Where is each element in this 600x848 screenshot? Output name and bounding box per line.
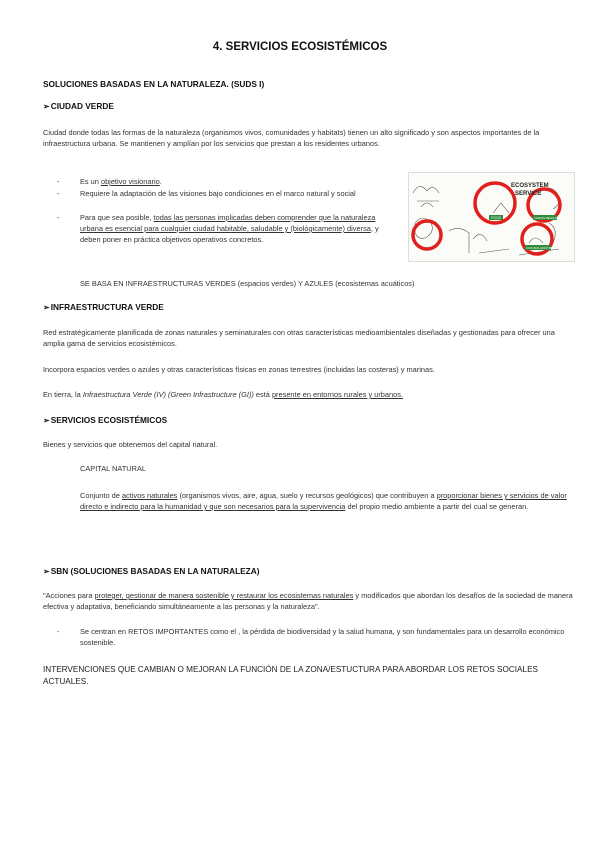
arrow-bullet-icon: ➢ bbox=[43, 102, 50, 111]
heading-text: CIUDAD VERDE bbox=[50, 101, 114, 111]
climate-tag-text: CLIMATE REGULATION bbox=[534, 217, 563, 220]
text-underline: proporcionar bienes y servicios de valor directo e indirecto para la humanidad y que son necesarios para la supervivencia bbox=[80, 491, 567, 511]
text-underline: activos naturales bbox=[121, 491, 178, 500]
heading-text: SERVICIOS ECOSISTÉMICOS bbox=[50, 415, 168, 425]
left-circle-icon bbox=[413, 221, 441, 249]
text-underline: proteger, gestionar de manera sostenible y restaurar los ecosistemas naturales bbox=[94, 591, 354, 600]
text: (organismos vivos, aire, agua, suelo y recursos geológicos) que contribuyen a bbox=[177, 491, 437, 500]
ecosystem-service-illustration bbox=[408, 172, 575, 262]
heading-servicios bbox=[43, 415, 167, 425]
cultural-tag-text: CULTURAL ENJOYMENT bbox=[526, 247, 557, 250]
bullet-text: Para que sea posible, bbox=[80, 213, 154, 222]
bullet-text-end: . bbox=[159, 177, 162, 186]
text: del propio medio ambiente a partir del cual se generan. bbox=[345, 502, 529, 511]
bullet-underline: objetivo visionario bbox=[100, 177, 160, 186]
dash-icon: - bbox=[57, 213, 60, 222]
paragraph-incorpora: Incorpora espacios verdes o azules y otras características físicas en zonas terrestres (incluidas las costeras) y marinas. bbox=[43, 365, 435, 374]
heading-ciudad-verde bbox=[43, 101, 114, 111]
dash-icon: - bbox=[57, 627, 60, 636]
final-statement: INTERVENCIONES QUE CAMBIAN O MEJORAN LA FUNCIÓN DE LA ZONA/ESTUCTURA PARA ABORDAR LOS RETOS SOCIALES ACTUALES. bbox=[43, 665, 538, 686]
paragraph-acciones bbox=[43, 590, 573, 612]
text: "Acciones para bbox=[43, 591, 95, 600]
text-underline: presente en entornos rurales y urbanos. bbox=[271, 390, 403, 399]
paragraph-bienes: Bienes y servicios que obtenemos del capital natural. bbox=[43, 440, 218, 449]
text: En tierra, la bbox=[43, 390, 83, 399]
dash-icon: - bbox=[57, 177, 60, 186]
heading-text: SBN (SOLUCIONES BASADAS EN LA NATURALEZA) bbox=[50, 566, 260, 576]
paragraph-red: Red estratégicamente planificada de zonas naturales y seminaturales con otras características medioambientales diseñadas y gestionadas para ofrecer una amplia gama de servicios ecosistémicos. bbox=[43, 328, 555, 348]
text: está bbox=[253, 390, 272, 399]
text: y modificados que abordan los desafíos de la sociedad de manera efectiva y adaptativa, beneficiando simultáneamente a las personas y la naturaleza". bbox=[43, 591, 573, 611]
text: Conjunto de bbox=[80, 491, 122, 500]
illustration-label-1: ECOSYSTEM bbox=[511, 183, 549, 189]
bullet-personas bbox=[57, 212, 400, 245]
paragraph-ciudad-verde: Ciudad donde todas las formas de la naturaleza (organismos vivos, comunidades y habitats) tienen un alto significado y son aspectos importantes de la infraestructura urbana. Se mantienen y amplían por los servicios que prestan a los residentes urbanos. bbox=[43, 128, 540, 148]
bullet-objetivo bbox=[57, 176, 400, 187]
paragraph-en-tierra bbox=[43, 389, 573, 400]
page-title: 4. SERVICIOS ECOSISTÉMICOS bbox=[212, 41, 388, 53]
heading-infraestructura-verde bbox=[43, 302, 164, 312]
bullet-underline: todas las personas implicadas deben comprender que la naturaleza urbana es esencial para cualquier ciudad habitable, saludable y (biológicamente) diversa bbox=[80, 213, 376, 233]
paragraph-conjunto bbox=[80, 490, 570, 512]
illustration-label-2: SERVICE bbox=[515, 191, 542, 197]
bullet-text: Se centran en RETOS IMPORTANTES como el , la pérdida de biodiversidad y la salud humana, y son fundamentales para un desarrollo económico sostenible. bbox=[80, 627, 565, 647]
arrow-bullet-icon: ➢ bbox=[43, 416, 50, 425]
heading-text: INFRAESTRUCTURA VERDE bbox=[50, 302, 164, 312]
capital-natural-label: CAPITAL NATURAL bbox=[80, 464, 146, 473]
section-heading-sbn: SOLUCIONES BASADAS EN LA NATURALEZA. (SUDS I) bbox=[43, 79, 265, 89]
bullet-retos bbox=[57, 626, 575, 648]
bullet-adaptacion bbox=[57, 188, 400, 199]
arrow-bullet-icon: ➢ bbox=[43, 303, 50, 312]
bullet-text-end: , y deben poner en práctica objetivos operativos concretos. bbox=[80, 224, 379, 244]
arrow-bullet-icon: ➢ bbox=[43, 567, 50, 576]
heading-sbn bbox=[43, 566, 260, 576]
bullet-text: Es un bbox=[80, 177, 101, 186]
base-infraestructuras: SE BASA EN INFRAESTRUCTURAS VERDES (espacios verdes) Y AZULES (ecosistemas acuáticos) bbox=[80, 279, 415, 288]
food-tag-text: FOOD bbox=[491, 216, 502, 220]
dash-icon: - bbox=[57, 189, 60, 198]
bullet-text: Requiere la adaptación de las visiones bajo condiciones en el marco natural y social bbox=[80, 189, 356, 198]
illustration-svg bbox=[409, 173, 574, 261]
text-italic: Infraestructura Verde (IV) (Green Infrastructure (GI)) bbox=[82, 390, 254, 399]
